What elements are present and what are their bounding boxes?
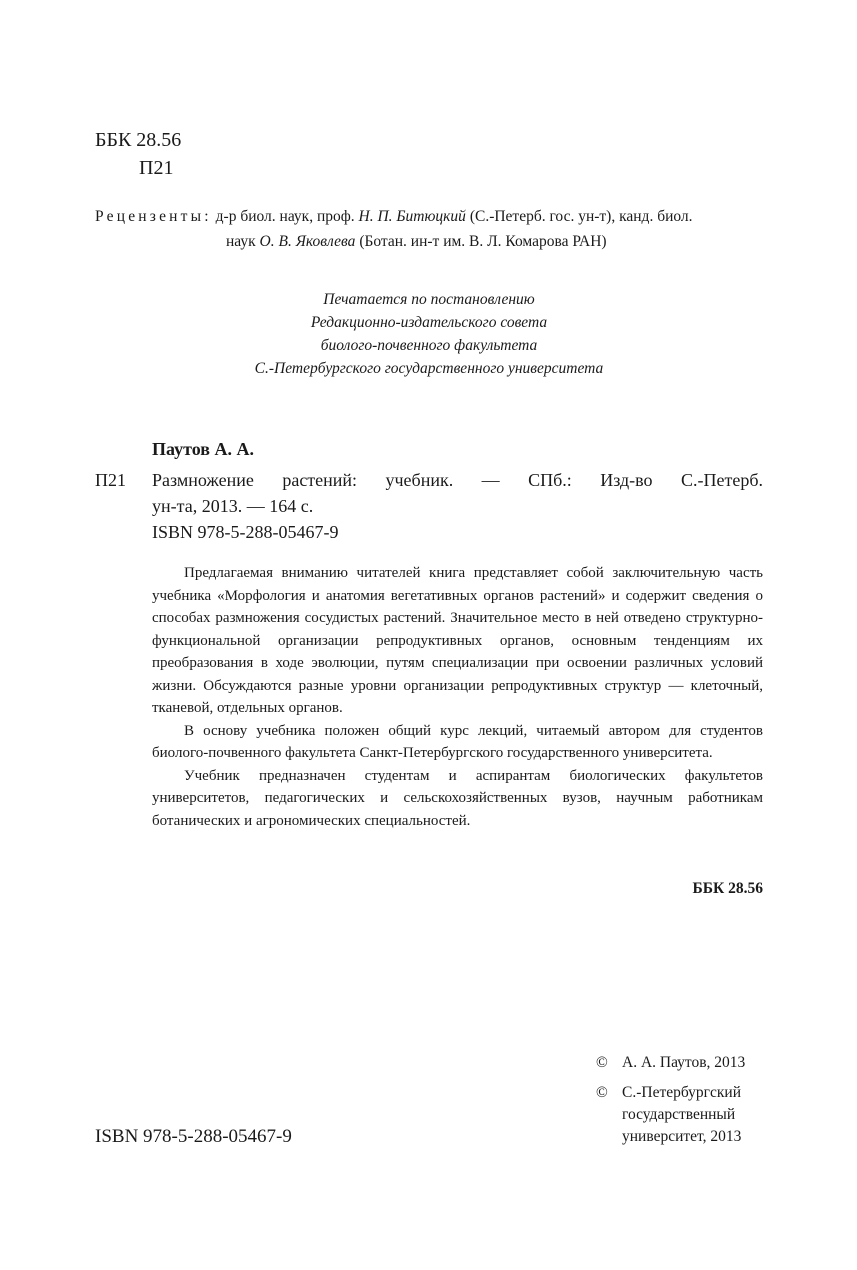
reviewer-name: О. В. Яковлева [259, 233, 356, 250]
abstract-paragraph: Учебник предназначен студентам и аспирантам биологических факультетов университетов, педагогических и сельскохозяйственных вузов, научным работникам ботанических и агрономических специальностей. [152, 767, 763, 829]
copyright-author-text: А. А. Паутов, 2013 [622, 1054, 746, 1071]
reviewers-text: наук [226, 233, 260, 250]
copyright-publisher [596, 1082, 745, 1148]
bbk-header [95, 126, 181, 182]
copyright-symbol: © [596, 1084, 608, 1101]
abstract-paragraph: В основу учебника положен общий курс лекций, читаемый автором для студентов биолого-почвенного факультета Санкт-Петербургского государственного университета. [152, 722, 763, 761]
approval-line: биолого-почвенного факультета [320, 337, 538, 354]
bib-isbn: ISBN 978-5-288-05467-9 [152, 522, 339, 542]
reviewers-line-1 [95, 204, 763, 229]
publisher-line: университет, 2013 [622, 1128, 742, 1145]
bbk-index: ББК 28.56 [95, 129, 182, 151]
reviewers-text: д-р биол. наук, проф. [211, 208, 359, 225]
publisher-line: С.-Петербургский [622, 1084, 742, 1101]
copyright-publisher-text [622, 1082, 741, 1148]
approval-line: Редакционно-издательского совета [310, 314, 548, 331]
isbn-footer: ISBN 978-5-288-05467-9 [95, 1126, 292, 1147]
bbk-footer-index: ББК 28.56 [692, 880, 763, 897]
bibliographic-record [152, 467, 763, 545]
reviewers-line-2 [95, 229, 763, 254]
copyright-block [596, 1052, 745, 1156]
abstract-paragraph: Предлагаемая вниманию читателей книга представляет собой заключительную часть учебника «Морфология и анатомия вегетативных органов растений» и содержит сведения о способах размножения сосудистых растений. Значительное место в ней отведено структурно-функциональной организации репродуктивных органов, основным тенденциям их преобразования в ходе эволюции, путям специализации при освоении различных условий жизни. Обсуждаются разные уровни организации репродуктивных структур — клеточный, тканевой, отдельных органов. [152, 565, 763, 716]
publication-approval [95, 288, 763, 380]
abstract [152, 562, 763, 832]
reviewers-text: (С.-Петерб. гос. ун-т), канд. биол. [465, 208, 693, 225]
reviewer-name: Н. П. Битюцкий [358, 208, 466, 225]
approval-line: Печатается по постановлению [323, 291, 535, 308]
reviewers-label: Рецензенты: [95, 208, 212, 225]
reviewers-block [95, 204, 763, 254]
copyright-author [596, 1052, 745, 1074]
bib-imprint-line: ун-та, 2013. — 164 с. [152, 496, 314, 516]
publisher-line: государственный [622, 1106, 736, 1123]
reviewers-text: (Ботан. ин-т им. В. Л. Комарова РАН) [355, 233, 607, 250]
copyright-symbol: © [596, 1054, 608, 1071]
author-mark: П21 [139, 157, 174, 179]
approval-line: С.-Петербургского государственного университета [254, 360, 604, 377]
bib-title-line: Размножение растений: учебник. — СПб.: Изд-во С.-Петерб. [152, 470, 763, 490]
record-author-mark: П21 [95, 470, 126, 490]
record-author: Паутов А. А. [152, 439, 254, 459]
